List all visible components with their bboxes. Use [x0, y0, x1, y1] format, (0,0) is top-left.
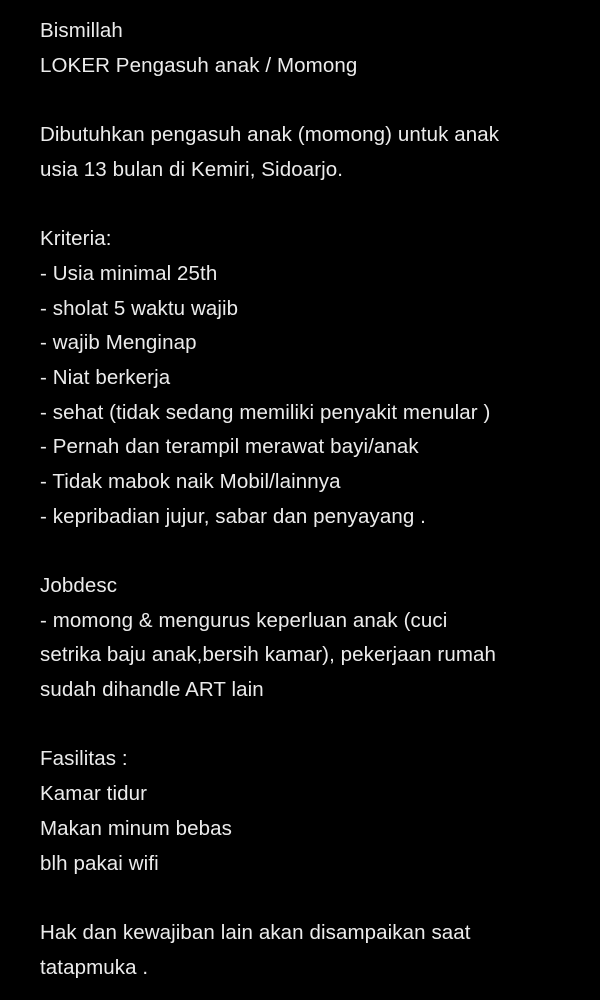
spacer: [40, 187, 580, 222]
jobdesc-line: sudah dihandle ART lain: [40, 678, 264, 702]
kriteria-section: [40, 222, 580, 534]
jobdesc-section: [40, 569, 580, 708]
jobdesc-heading: Jobdesc: [40, 574, 118, 597]
spacer: [40, 881, 580, 916]
kriteria-item: - kepribadian jujur, sabar dan penyayang .: [40, 504, 426, 528]
fasilitas-item: blh pakai wifi: [40, 851, 159, 875]
kriteria-item: - Niat berkerja: [40, 365, 171, 389]
kriteria-item: - Pernah dan terampil merawat bayi/anak: [40, 435, 419, 459]
greeting-text: Bismillah: [40, 19, 123, 42]
fasilitas-section: [40, 742, 580, 881]
fasilitas-item: Kamar tidur: [40, 782, 148, 806]
intro-section: [40, 118, 580, 187]
fasilitas-heading: Fasilitas :: [40, 747, 128, 771]
kriteria-item: - sholat 5 waktu wajib: [40, 296, 239, 320]
kriteria-heading: Kriteria:: [40, 227, 112, 251]
posting-title: LOKER Pengasuh anak / Momong: [40, 53, 358, 77]
fasilitas-item: Makan minum bebas: [40, 816, 232, 840]
kriteria-item: - sehat (tidak sedang memiliki penyakit menular ): [40, 400, 491, 424]
kriteria-item: - wajib Menginap: [40, 331, 197, 355]
spacer: [40, 83, 580, 118]
intro-line: Dibutuhkan pengasuh anak (momong) untuk anak: [40, 123, 500, 147]
jobdesc-line: setrika baju anak,bersih kamar), pekerjaan rumah: [40, 643, 497, 667]
jobdesc-line: - momong & mengurus keperluan anak (cuci: [40, 608, 448, 632]
closing-section: [40, 916, 580, 985]
spacer: [40, 708, 580, 743]
kriteria-item: - Tidak mabok naik Mobil/lainnya: [40, 469, 341, 493]
spacer: [40, 534, 580, 569]
closing-line: tatapmuka .: [40, 955, 149, 979]
closing-line: Hak dan kewajiban lain akan disampaikan saat: [40, 920, 471, 944]
job-posting-document: [40, 14, 580, 985]
kriteria-item: - Usia minimal 25th: [40, 261, 218, 285]
intro-line: usia 13 bulan di Kemiri, Sidoarjo.: [40, 157, 344, 181]
